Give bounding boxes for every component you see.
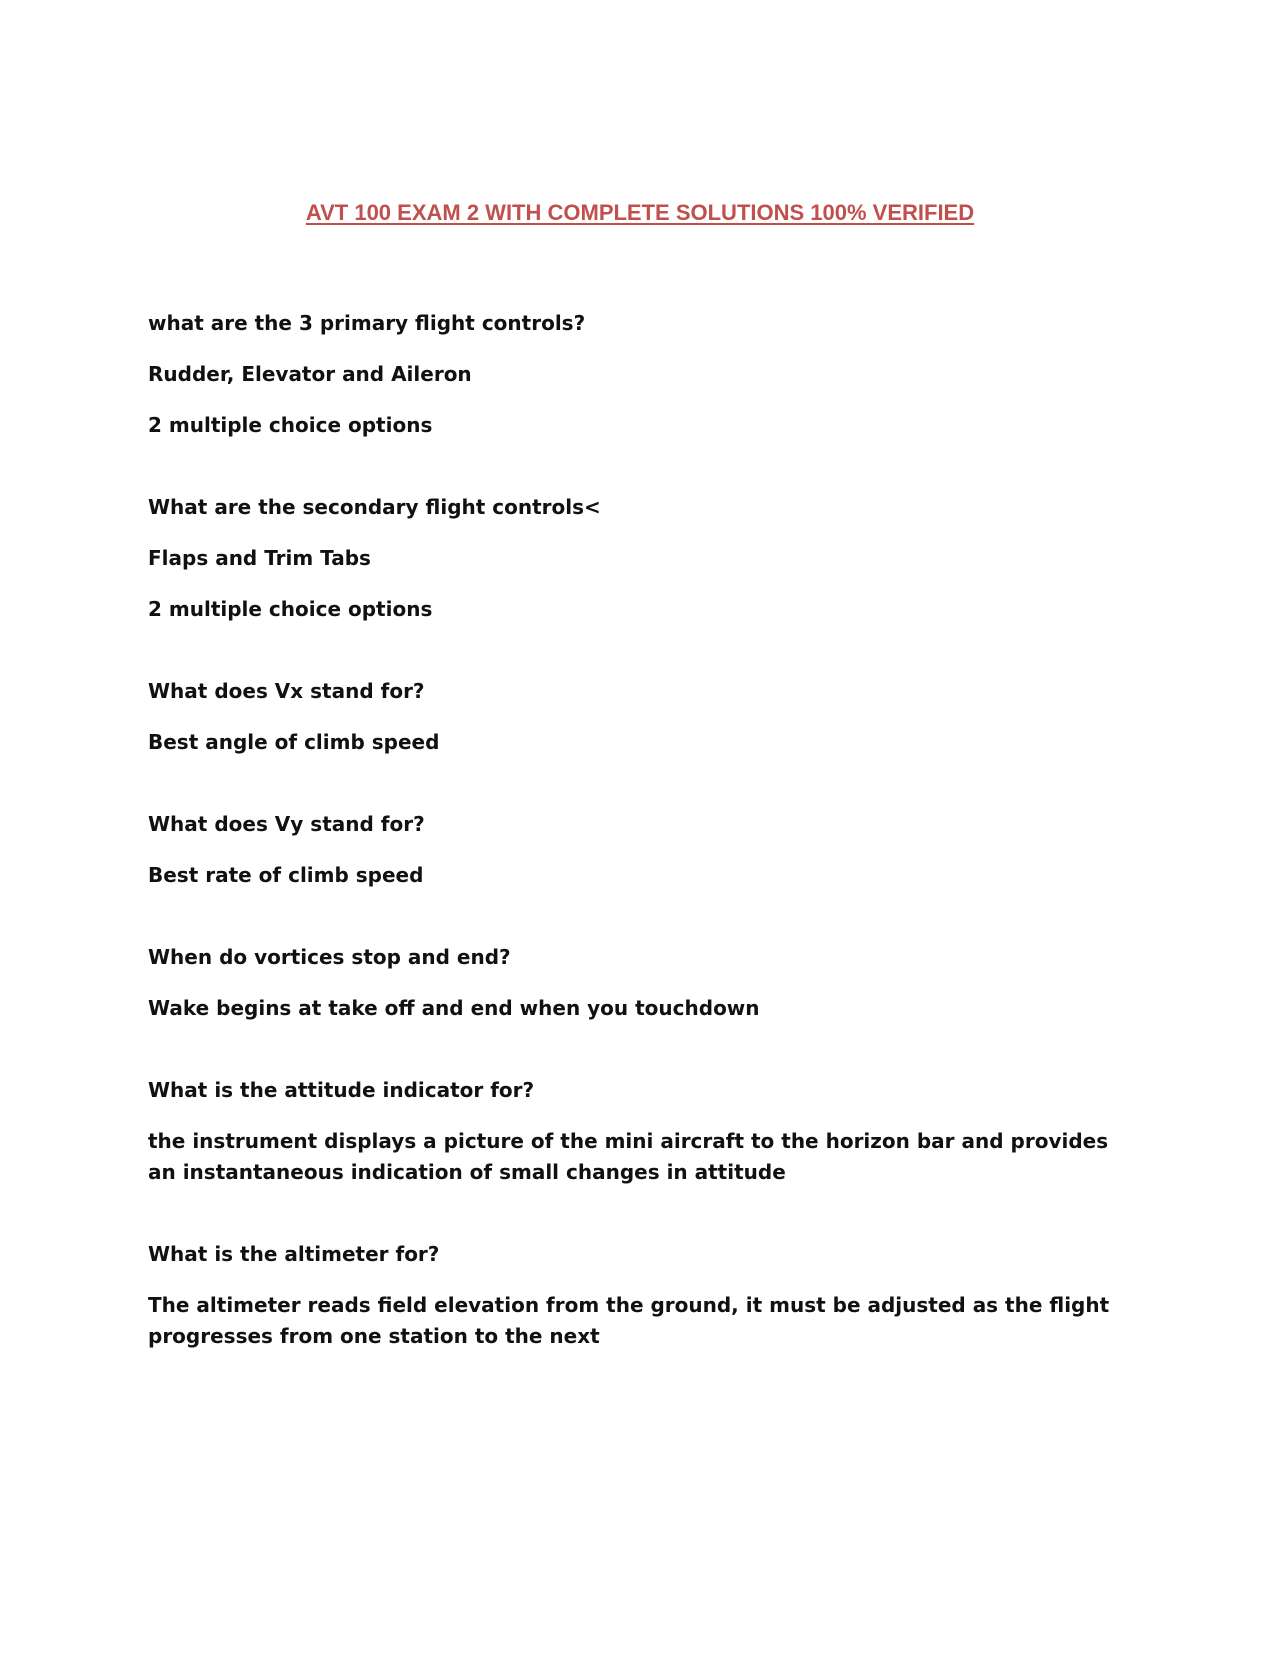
qa-item: [148, 308, 1128, 441]
qa-item: [148, 942, 1128, 1024]
question: What is the altimeter for?: [148, 1242, 440, 1266]
answer: The altimeter reads field elevation from the ground, it must be adjusted as the flight progresses from one station to the next: [148, 1293, 1110, 1348]
question: What does Vx stand for?: [148, 679, 425, 703]
document-title: AVT 100 EXAM 2 WITH COMPLETE SOLUTIONS 100% VERIFIED: [305, 200, 975, 225]
qa-item: [148, 676, 1128, 758]
answer: Flaps and Trim Tabs: [148, 546, 371, 570]
qa-list: [148, 308, 1128, 1403]
qa-item: [148, 1239, 1128, 1352]
question: What does Vy stand for?: [148, 812, 425, 836]
qa-item: [148, 809, 1128, 891]
question: What are the secondary flight controls<: [148, 495, 601, 519]
question: what are the 3 primary flight controls?: [148, 311, 586, 335]
answer: Wake begins at take off and end when you touchdown: [148, 996, 760, 1020]
answer: Rudder, Elevator and Aileron: [148, 362, 472, 386]
qa-item: [148, 1075, 1128, 1188]
question: What is the attitude indicator for?: [148, 1078, 535, 1102]
qa-item: [148, 492, 1128, 625]
answer: Best rate of climb speed: [148, 863, 424, 887]
note: 2 multiple choice options: [148, 413, 433, 437]
note: 2 multiple choice options: [148, 597, 433, 621]
question: When do vortices stop and end?: [148, 945, 511, 969]
answer: the instrument displays a picture of the mini aircraft to the horizon bar and provides an instantaneous indication of small changes in attitude: [148, 1129, 1109, 1184]
answer: Best angle of climb speed: [148, 730, 440, 754]
